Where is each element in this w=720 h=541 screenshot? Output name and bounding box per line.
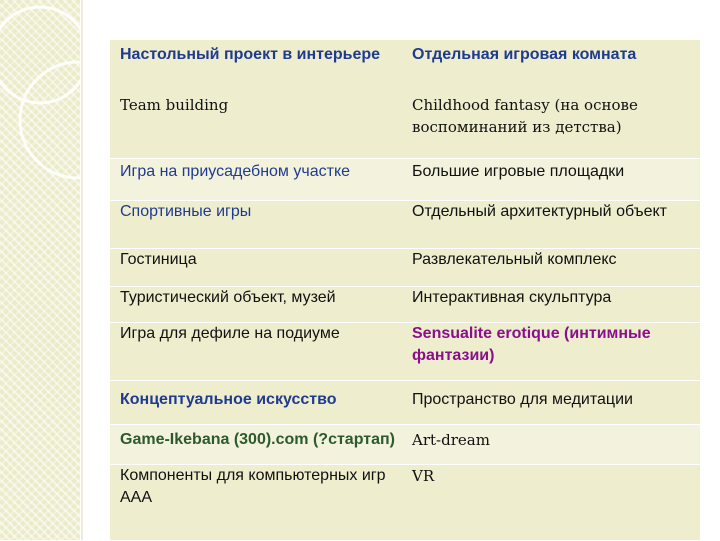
- table-cell-right: Большие игровые площадки: [412, 163, 625, 180]
- table-cell-right: Childhood fantasy (на основе воспоминаний из детства): [412, 96, 638, 136]
- table-cell-left: Компоненты для компьютерных игр AAA: [120, 467, 386, 506]
- table-cell-right: Sensualite erotique (интимные фантазии): [412, 325, 651, 364]
- table-cell-left: Гостиница: [120, 251, 197, 268]
- table-cell-left: Team building: [120, 96, 229, 114]
- content-table: [110, 40, 700, 540]
- table-cell-right: Интерактивная скульптура: [412, 289, 612, 306]
- table-cell-left: Настольный проект в интерьере: [120, 46, 381, 63]
- table-row: [110, 424, 700, 465]
- table-cell-right: Отдельная игровая комната: [412, 46, 637, 63]
- table-row: [110, 322, 700, 381]
- table-cell-left: Туристический объект, музей: [120, 289, 336, 306]
- table-cell-left: Игра на приусадебном участке: [120, 163, 351, 180]
- table-cell-right: Развлекательный комплекс: [412, 251, 617, 268]
- table-row: [110, 40, 700, 92]
- table-row: [110, 200, 700, 249]
- table-cell-left: Game-Ikebana (300).com (?стартап): [120, 431, 395, 448]
- table-cell-right: Отдельный архитектурный объект: [412, 203, 667, 220]
- decorative-side-band: [0, 0, 80, 540]
- table-row: [110, 92, 700, 158]
- table-cell-right: Пространство для медитации: [412, 391, 633, 408]
- table-cell-right: Art-dream: [412, 431, 490, 449]
- table-row: [110, 286, 700, 323]
- table-cell-left: Спортивные игры: [120, 203, 252, 220]
- table-row: [110, 158, 700, 201]
- table-cell-left: Концептуальное искусство: [120, 391, 337, 408]
- table-cell-right: VR: [412, 467, 435, 485]
- table-row: [110, 380, 700, 425]
- table-cell-left: Игра для дефиле на подиуме: [120, 325, 340, 342]
- table-row: [110, 464, 700, 541]
- table-row: [110, 248, 700, 287]
